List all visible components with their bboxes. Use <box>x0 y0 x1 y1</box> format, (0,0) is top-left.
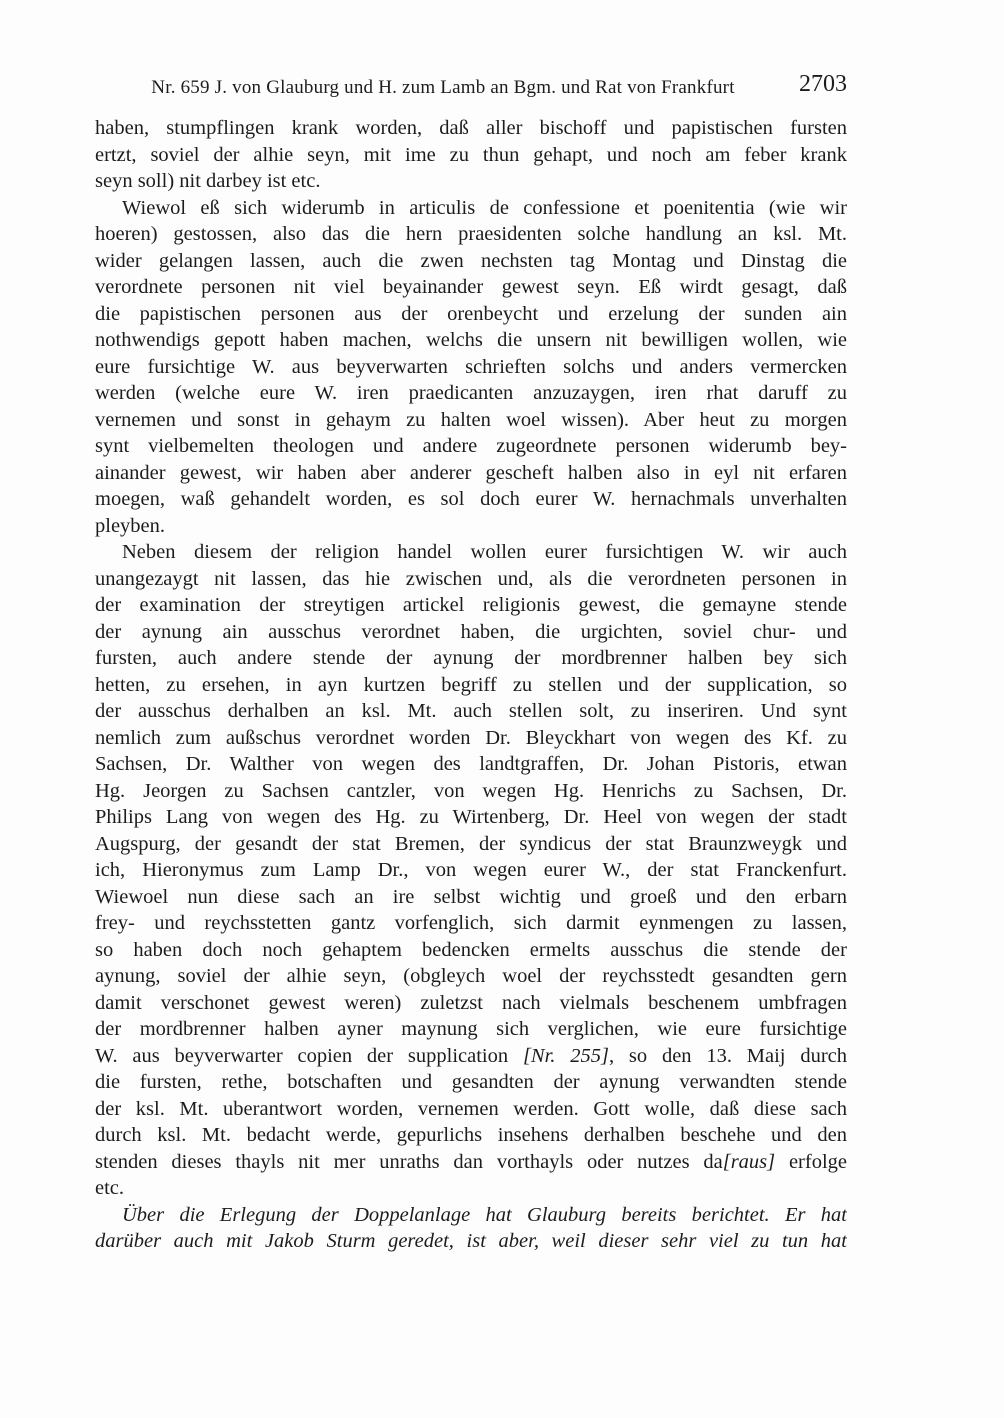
text-line <box>95 539 847 566</box>
text-segment: eure fursichtige W. aus beyverwarten schrieften solchs und anders vermercken <box>95 355 847 378</box>
text-line <box>95 751 847 778</box>
text-line <box>95 115 847 142</box>
text-line <box>95 804 847 831</box>
text-line <box>95 1069 847 1096</box>
text-segment: pleyben. <box>95 514 166 537</box>
text-line <box>95 937 847 964</box>
body-text <box>95 115 847 1255</box>
text-line <box>95 1096 847 1123</box>
text-line <box>95 1149 847 1176</box>
text-segment: Wiewol eß sich widerumb in articulis de confessione et poenitentia (wie wir <box>122 196 847 219</box>
editorial-italic-segment: [raus] <box>722 1150 776 1173</box>
text-line <box>95 248 847 275</box>
text-line <box>95 857 847 884</box>
text-line <box>95 433 847 460</box>
header-title: Nr. 659 J. von Glauburg und H. zum Lamb an Bgm. und Rat von Frankfurt <box>151 77 735 98</box>
paragraph <box>95 195 847 540</box>
text-line <box>95 1202 847 1229</box>
text-segment: der aynung ain ausschus verordnet haben, die urgichten, soviel chur- und <box>95 620 847 643</box>
text-segment: Neben diesem der religion handel wollen eurer fursichtigen W. wir auch <box>122 541 847 563</box>
text-line <box>95 1228 847 1255</box>
text-segment: stenden dieses thayls nit mer unraths dan vorthayls oder nutzes da <box>95 1150 723 1173</box>
text-line <box>95 460 847 487</box>
text-line <box>95 592 847 619</box>
text-line <box>95 566 847 593</box>
text-segment: ertzt, soviel der alhie seyn, mit ime zu thun gehapt, und noch am feber krank <box>95 143 847 166</box>
text-segment: ainander gewest, wir haben aber anderer gescheft halben also in eyl nit erfaren <box>95 461 847 484</box>
page-number: 2703 <box>799 71 847 97</box>
text-segment: synt vielbemelten theologen und andere zugeordnete personen widerumb bey- <box>95 435 847 457</box>
text-segment: die papistischen personen aus der orenbeycht und erzelung der sunden ain <box>95 302 847 325</box>
text-line <box>95 221 847 248</box>
text-line <box>95 380 847 407</box>
text-segment: W. aus beyverwarter copien der supplication <box>95 1044 523 1067</box>
text-segment: die fursten, rethe, botschaften und gesandten der aynung verwandten stende <box>95 1071 847 1093</box>
text-line <box>95 407 847 434</box>
paragraph <box>95 1202 847 1255</box>
text-segment: fursten, auch andere stende der aynung der mordbrenner halben bey sich <box>95 647 847 669</box>
text-segment: nemlich zum außschus verordnet worden Dr. Bleyckhart von wegen des Kf. zu <box>95 726 847 749</box>
running-header <box>95 71 847 100</box>
text-segment: unangezaygt nit lassen, das hie zwischen und, als die verordneten personen in <box>95 567 847 590</box>
text-segment: Sachsen, Dr. Walther von wegen des landtgraffen, Dr. Johan Pistoris, etwan <box>95 753 847 775</box>
text-line <box>95 513 847 540</box>
text-segment: Über die Erlegung der Doppelanlage hat Glauburg bereits berichtet. Er hat <box>122 1203 847 1226</box>
text-line <box>95 645 847 672</box>
text-segment: Hg. Jeorgen zu Sachsen cantzler, von wegen Hg. Henrichs zu Sachsen, Dr. <box>95 779 847 802</box>
text-line <box>95 910 847 937</box>
text-segment: erfolge <box>775 1150 847 1173</box>
text-line <box>95 884 847 911</box>
text-segment: der ausschus derhalben an ksl. Mt. auch stellen solt, zu inseriren. Und synt <box>95 700 847 722</box>
text-line <box>95 301 847 328</box>
text-line <box>95 195 847 222</box>
text-line <box>95 327 847 354</box>
text-segment: hoeren) gestossen, also das die hern praesidenten solche handlung an ksl. Mt. <box>95 223 847 245</box>
text-segment: wider gelangen lassen, auch die zwen nechsten tag Montag und Dinstag die <box>95 249 847 272</box>
text-segment: verordnete personen nit viel beyainander gewest seyn. Eß wirdt gesagt, daß <box>95 276 847 298</box>
text-line <box>95 1016 847 1043</box>
text-segment: Augspurg, der gesandt der stat Bremen, der syndicus der stat Braunzweygk und <box>95 832 847 855</box>
text-line <box>95 354 847 381</box>
text-segment: vernemen und sonst in gehaym zu halten woel wissen). Aber heut zu morgen <box>95 408 847 431</box>
text-line <box>95 142 847 169</box>
text-segment: aynung, soviel der alhie seyn, (obgleych woel der reychsstedt gesandten gern <box>95 965 847 987</box>
text-line <box>95 990 847 1017</box>
text-segment: Wiewoel nun diese sach an ire selbst wichtig und groeß und den erbarn <box>95 885 847 908</box>
text-segment: darüber auch mit Jakob Sturm geredet, ist aber, weil dieser sehr viel zu tun hat <box>95 1230 847 1252</box>
text-line <box>95 486 847 513</box>
text-segment: etc. <box>95 1177 125 1199</box>
text-segment: ich, Hieronymus zum Lamp Dr., von wegen eurer W., der stat Franckenfurt. <box>95 859 847 881</box>
text-line <box>95 963 847 990</box>
text-segment: moegen, waß gehandelt worden, es sol doch eurer W. hernachmals unverhalten <box>95 488 847 510</box>
editorial-italic-segment: [Nr. 255] <box>522 1044 609 1067</box>
text-line <box>95 1043 847 1070</box>
text-segment: haben, stumpflingen krank worden, daß aller bischoff und papistischen fursten <box>95 117 847 139</box>
text-line <box>95 725 847 752</box>
text-segment: hetten, zu ersehen, in ayn kurtzen begriff zu stellen und der supplication, so <box>95 673 847 696</box>
paragraph <box>95 539 847 1202</box>
text-line <box>95 831 847 858</box>
paragraph <box>95 115 847 195</box>
text-segment: der ksl. Mt. uberantwort worden, vernemen werden. Gott wolle, daß diese sach <box>95 1097 847 1120</box>
text-segment: , so den 13. Maij durch <box>608 1044 847 1067</box>
text-line <box>95 1122 847 1149</box>
text-line <box>95 1175 847 1202</box>
text-segment: seyn soll) nit darbey ist etc. <box>95 170 321 192</box>
text-line <box>95 168 847 195</box>
text-line <box>95 274 847 301</box>
text-segment: nothwendigs gepott haben machen, welchs die unsern nit bewilligen wollen, wie <box>95 329 847 351</box>
text-segment: werden (welche eure W. iren praedicanten anzuzaygen, iren rhat daruff zu <box>95 382 847 404</box>
text-segment: frey- und reychsstetten gantz vorfenglich, sich darmit eynmengen zu lassen, <box>95 912 847 934</box>
text-segment: durch ksl. Mt. bedacht werde, gepurlichs insehens derhalben beschehe und den <box>95 1124 847 1146</box>
text-segment: der mordbrenner halben ayner maynung sich verglichen, wie eure fursichtige <box>95 1018 847 1040</box>
text-segment: so haben doch noch gehaptem bedencken ermelts ausschus die stende der <box>95 938 847 961</box>
text-line <box>95 698 847 725</box>
text-segment: Philips Lang von wegen des Hg. zu Wirtenberg, Dr. Heel von wegen der stadt <box>95 806 847 828</box>
text-line <box>95 619 847 646</box>
text-segment: der examination der streytigen artickel religionis gewest, die gemayne stende <box>95 594 847 616</box>
text-line <box>95 672 847 699</box>
text-segment: damit verschonet gewest weren) zuletzst nach vielmals beschenem umbfragen <box>95 991 847 1014</box>
text-line <box>95 778 847 805</box>
